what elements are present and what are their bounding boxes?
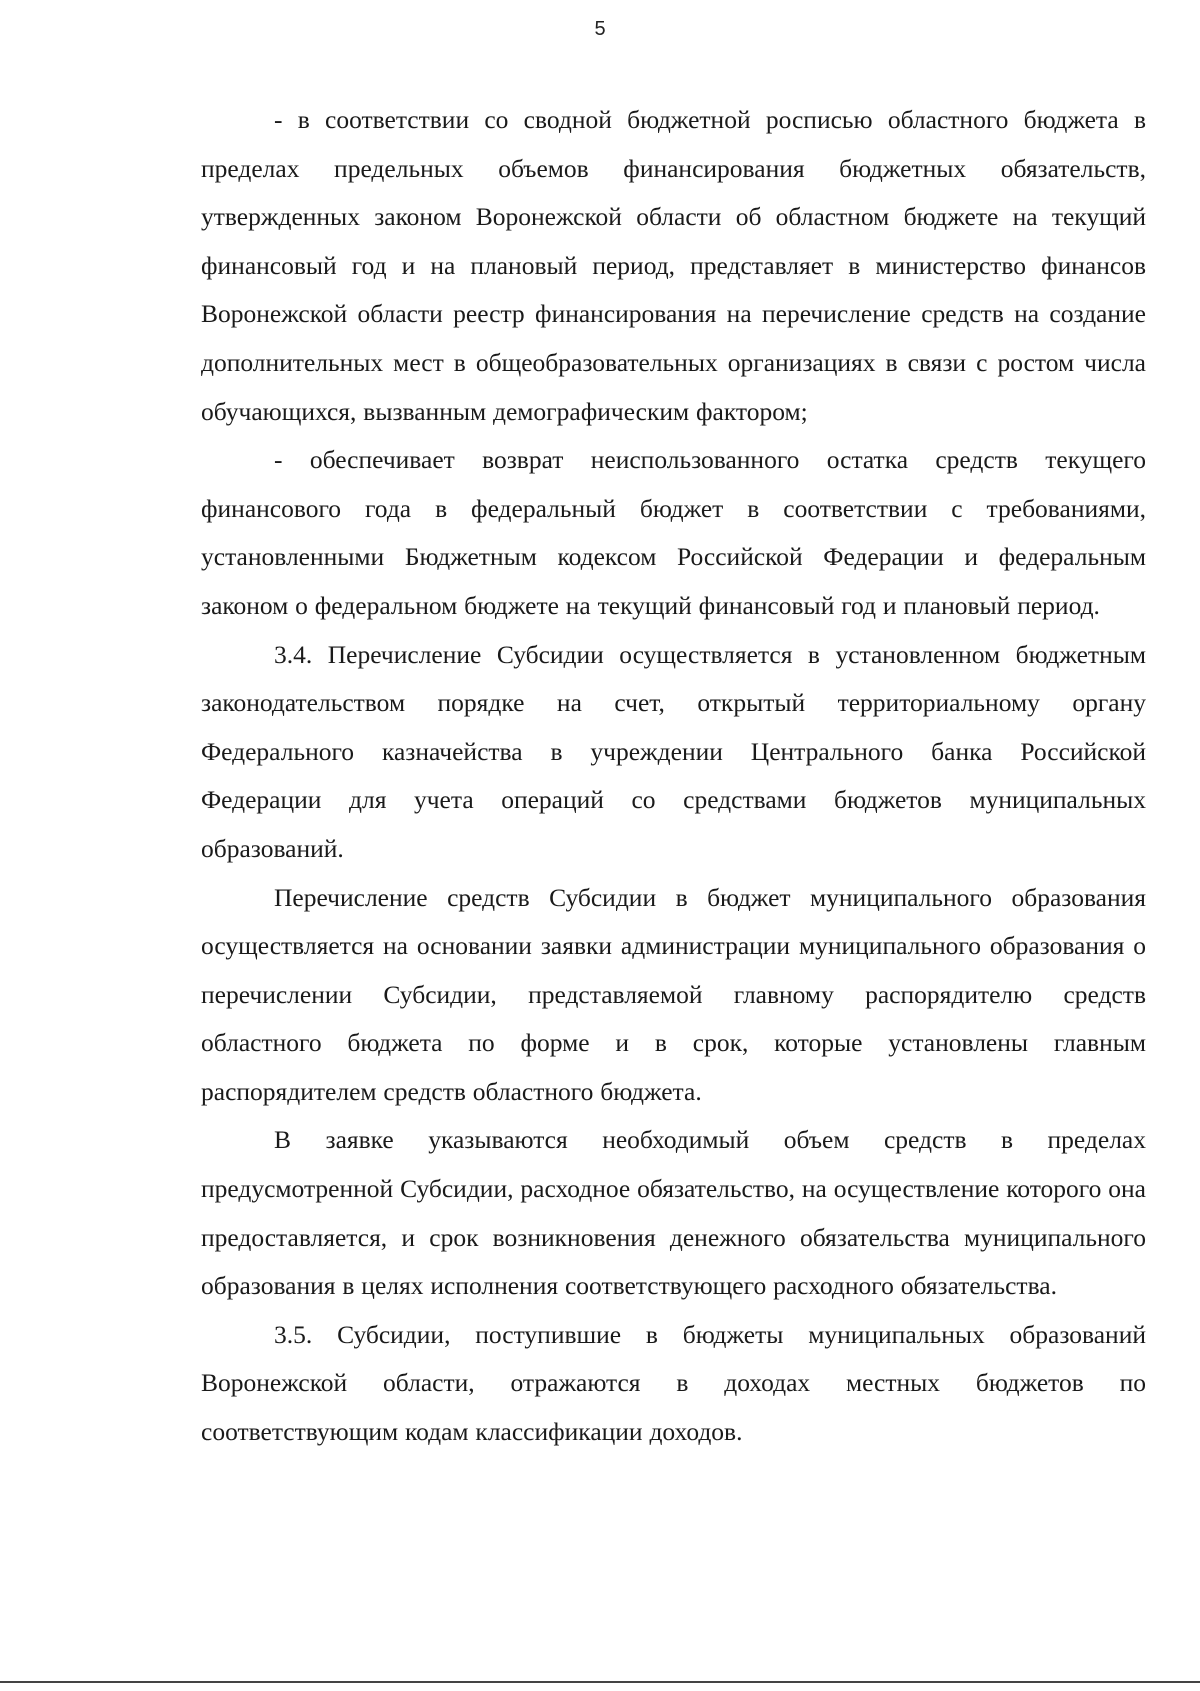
paragraph-request-contents: В заявке указываются необходимый объем средств в пределах предусмотренной Субсидии, расходное обязательство, на осуществление которого она предоставляется, и срок возникновения денежного обязательства муниципального образования в целях исполнения соответствующего расходного обязательства. — [201, 1125, 1146, 1301]
paragraph-3-5: 3.5. Субсидии, поступившие в бюджеты муниципальных образований Воронежской области, отражаются в доходах местных бюджетов по соответствующим кодам классификации доходов. — [201, 1319, 1146, 1447]
document-body — [201, 96, 1146, 1457]
paragraph-3-4: 3.4. Перечисление Субсидии осуществляется в установленном бюджетным законодательством порядке на счет, открытый территориальному органу Федерального казначейства в учреждении Центрального банка Российской Федерации для учета операций со средствами бюджетов муниципальных образований. — [201, 639, 1146, 863]
paragraph-transfer-request: Перечисление средств Субсидии в бюджет муниципального образования осуществляется на основании заявки администрации муниципального образования о перечислении Субсидии, представляемой главному распорядителю средств областного бюджета по форме и в срок, которые установлены главным распорядителем средств областного бюджета. — [201, 882, 1146, 1106]
paragraph-budget-list: - в соответствии со сводной бюджетной росписью областного бюджета в пределах предельных объемов финансирования бюджетных обязательств, утвержденных законом Воронежской области об областном бюджете на текущий финансовый год и на плановый период, представляет в министерство финансов Воронежской области реестр финансирования на перечисление средств на создание дополнительных мест в общеобразовательных организациях в связи с ростом числа обучающихся, вызванным демографическим фактором; — [201, 105, 1146, 426]
page-number: 5 — [594, 18, 606, 40]
bottom-border-line — [0, 1681, 1200, 1683]
paragraph-return-remainder: - обеспечивает возврат неиспользованного остатка средств текущего финансового года в федеральный бюджет в соответствии с требованиями, установленными Бюджетным кодексом Российской Федерации и федеральным законом о федеральном бюджете на текущий финансовый год и плановый период. — [201, 445, 1146, 620]
